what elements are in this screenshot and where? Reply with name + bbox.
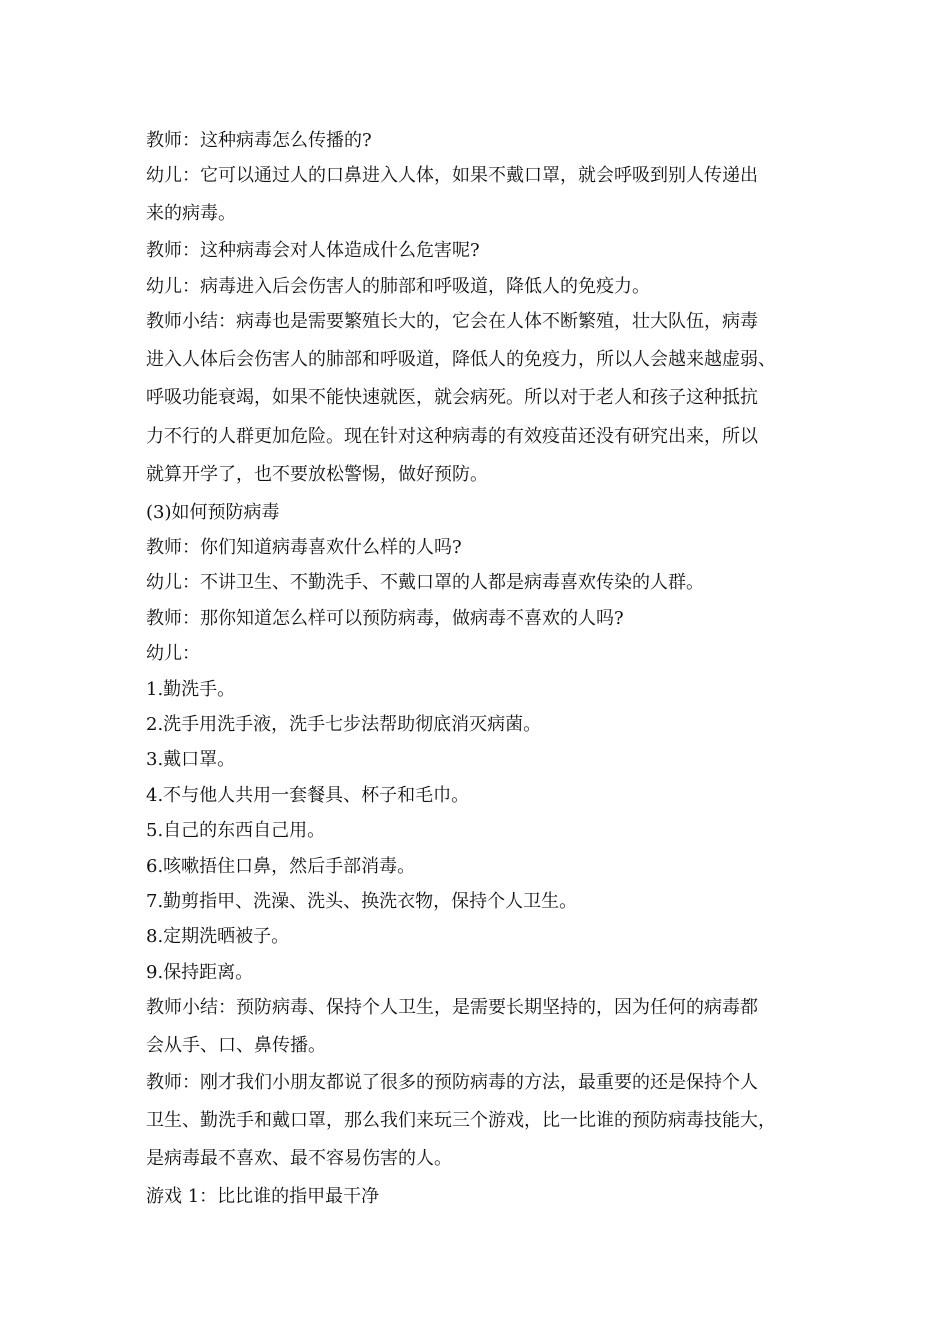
game-heading: 游戏 1：比比谁的指甲最干净: [146, 1185, 380, 1207]
document-body: [146, 123, 826, 1214]
paragraph: [146, 1065, 826, 1179]
paragraph: 幼儿：: [146, 643, 200, 665]
paragraph-line: 呼吸功能衰竭，如果不能快速就医，就会病死。所以对于老人和孩子这种抵抗: [146, 387, 758, 409]
paragraph-line: 教师小结：病毒也是需要繁殖长大的，它会在人体不断繁殖，壮大队伍，病毒: [146, 311, 758, 333]
paragraph: 教师：这种病毒会对人体造成什么危害呢?: [146, 240, 480, 262]
paragraph: 教师：那你知道怎么样可以预防病毒，做病毒不喜欢的人吗?: [146, 607, 624, 629]
list-item: 9.保持距离。: [146, 961, 254, 983]
paragraph-line: 是病毒最不喜欢、最不容易伤害的人。: [146, 1148, 452, 1170]
paragraph-line: 教师小结：预防病毒、保持个人卫生，是需要长期坚持的，因为任何的病毒都: [146, 997, 758, 1019]
paragraph-line: 会从手、口、鼻传播。: [146, 1034, 326, 1056]
list-item: 4.不与他人共用一套餐具、杯子和毛巾。: [146, 784, 470, 806]
list-item: 8.定期洗晒被子。: [146, 926, 290, 948]
list-item: 1.勤洗手。: [146, 678, 236, 700]
paragraph: 教师：这种病毒怎么传播的?: [146, 130, 372, 151]
paragraph: 幼儿：不讲卫生、不勤洗手、不戴口罩的人都是病毒喜欢传染的人群。: [146, 572, 704, 594]
paragraph: 教师：你们知道病毒喜欢什么样的人吗?: [146, 537, 462, 559]
list-item: 7.勤剪指甲、洗澡、洗头、换洗衣物，保持个人卫生。: [146, 890, 578, 912]
paragraph-line: 来的病毒。: [146, 202, 236, 224]
paragraph: 幼儿：病毒进入后会伤害人的肺部和呼吸道，降低人的免疫力。: [146, 275, 650, 297]
paragraph-line: 进入人体后会伤害人的肺部和呼吸道，降低人的免疫力，所以人会越来越虚弱、: [146, 348, 776, 370]
paragraph: [146, 158, 826, 233]
paragraph: [146, 990, 826, 1065]
list-item: 5.自己的东西自己用。: [146, 820, 326, 842]
section-heading: (3)如何预防病毒: [146, 501, 280, 523]
paragraph-line: 力不行的人群更加危险。现在针对这种病毒的有效疫苗还没有研究出来，所以: [146, 425, 758, 447]
paragraph-line: 就算开学了，也不要放松警惕，做好预防。: [146, 464, 488, 486]
paragraph-line: 幼儿：它可以通过人的口鼻进入人体，如果不戴口罩，就会呼吸到别人传递出: [146, 165, 758, 187]
paragraph-line: 卫生、勤洗手和戴口罩，那么我们来玩三个游戏，比一比谁的预防病毒技能大，: [146, 1109, 776, 1131]
list-item: 6.咳嗽捂住口鼻，然后手部消毒。: [146, 855, 416, 877]
list-item: 3.戴口罩。: [146, 749, 236, 771]
paragraph: [146, 304, 826, 495]
paragraph-line: 教师：刚才我们小朋友都说了很多的预防病毒的方法，最重要的还是保持个人: [146, 1072, 758, 1094]
list-item: 2.洗手用洗手液，洗手七步法帮助彻底消灭病菌。: [146, 714, 542, 736]
